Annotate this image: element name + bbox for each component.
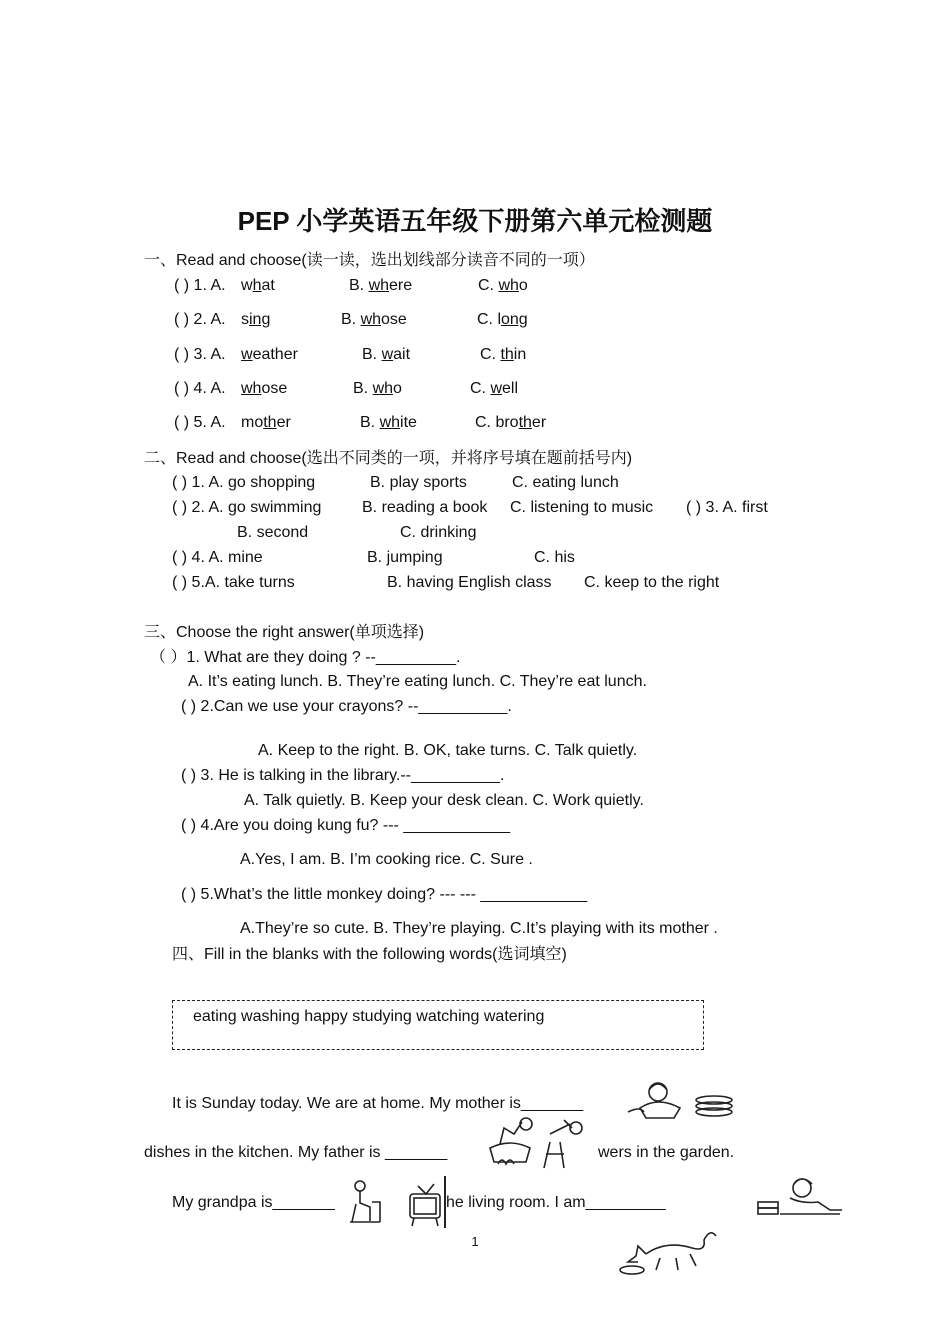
s2-q5-b: B. having English class (387, 574, 552, 591)
s2-q1-b: B. play sports (370, 474, 467, 491)
s2-q3-a: ( ) 3. A. first (686, 499, 768, 516)
s2-q4-b: B. jumping (367, 549, 443, 566)
child-studying-illustration (754, 1176, 846, 1222)
s3-q1: （ ）1. What are they doing ? --_________. (150, 649, 461, 666)
s3-q5: ( ) 5.What’s the little monkey doing? --- --- ____________ (181, 886, 588, 903)
s3-q2-options: A. Keep to the right. B. OK, take turns. C. Talk quietly. (258, 742, 638, 759)
grandpa-sitting-illustration (348, 1178, 382, 1226)
s3-q1-options: A. It’s eating lunch. B. They’re eating lunch. C. They’re eat lunch. (188, 673, 647, 690)
passage-line-2b: wers in the garden. (598, 1144, 735, 1161)
s2-q1-c: C. eating lunch (512, 474, 619, 491)
s2-q5-c: C. keep to the right (584, 574, 720, 591)
passage-line-2a: dishes in the kitchen. My father is _______ (144, 1144, 448, 1161)
s2-q2-b: B. reading a book (362, 499, 488, 516)
s2-q4-c: C. his (534, 549, 575, 566)
section-1-heading: 一、Read and choose(读一读，选出划线部分读音不同的一项） (144, 252, 595, 269)
s2-q3-b: B. second (237, 524, 309, 541)
section-2-heading: 二、Read and choose(选出不同类的一项，并将序号填在题前括号内) (144, 450, 633, 467)
passage-line-3b: he living room. I am_________ (446, 1194, 666, 1211)
television-illustration (404, 1176, 448, 1228)
page-title: PEP 小学英语五年级下册第六单元检测题 (237, 206, 713, 236)
s3-q4: ( ) 4.Are you doing kung fu? --- ____________ (181, 817, 511, 834)
s3-q3-options: A. Talk quietly. B. Keep your desk clean. C. Work quietly. (244, 792, 644, 809)
s3-q5-options: A.They’re so cute. B. They’re playing. C.It’s playing with its mother . (240, 920, 718, 937)
word-bank: eating washing happy studying watching watering (193, 1008, 545, 1025)
s3-q2: ( ) 2.Can we use your crayons? --__________. (181, 698, 512, 715)
s2-q4-a: ( ) 4. A. mine (172, 549, 263, 566)
watering-flowers-illustration (480, 1114, 592, 1174)
s3-q4-options: A.Yes, I am. B. I’m cooking rice. C. Sure . (240, 851, 533, 868)
page-number: 1 (471, 1234, 479, 1249)
s2-q1-a: ( ) 1. A. go shopping (172, 474, 316, 491)
section-3-heading: 三、Choose the right answer(单项选择) (144, 624, 425, 641)
s3-q3: ( ) 3. He is talking in the library.--__________. (181, 767, 505, 784)
passage-line-1: It is Sunday today. We are at home. My mother is_______ (172, 1095, 584, 1112)
s2-q3-c: C. drinking (400, 524, 477, 541)
passage-line-3a: My grandpa is_______ (172, 1194, 335, 1211)
s2-q2-c: C. listening to music (510, 499, 654, 516)
s2-q5-a: ( ) 5.A. take turns (172, 574, 295, 591)
s2-q2-a: ( ) 2. A. go swimming (172, 499, 322, 516)
section-4-heading: 四、Fill in the blanks with the following words(选词填空) (172, 946, 567, 963)
washing-dishes-illustration (618, 1078, 738, 1124)
cat-eating-illustration (616, 1224, 726, 1280)
